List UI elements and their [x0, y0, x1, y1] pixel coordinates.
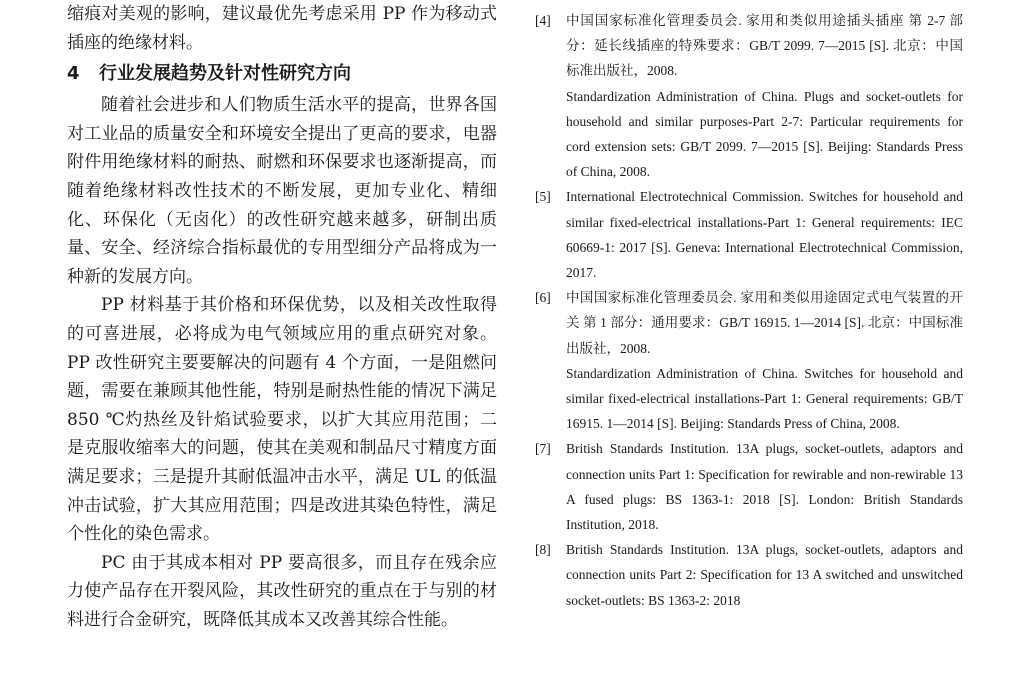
reference-english: Standardization Administration of China. Switches for household and similar fixed-electrical installations-Part 1: General requirements: GB/T 16915. 1—2014 [S]. Beijing: Standards Press of China, 2008. [566, 365, 963, 432]
reference-number: [4] [535, 13, 551, 28]
reference-text: 中国国家标准化管理委员会. 家用和类似用途固定式电气装置的开关 第 1 部分：通用要求：GB/T 16915. 1—2014 [S]. 北京：中国标准出版社，2008. [566, 290, 963, 356]
body-paragraph-1: 随着社会进步和人们物质生活水平的提高，世界各国对工业品的质量安全和环境安全提出了更高的要求，电器附件用绝缘材料的耐热、耐燃和环保要求也逐渐提高，而随着绝缘材料改性技术的不断发展，更加专业化、精细化、环保化（无卤化）的改性研究越来越多，研制出质量、安全、经济综合指标最优的专用型细分产品将成为一种新的发展方向。 [67, 95, 497, 287]
reference-item-7 [535, 436, 963, 537]
reference-number: [5] [535, 189, 551, 205]
body-paragraph-3: PC 由于其成本相对 PP 要高很多，而且存在残余应力使产品存在开裂风险，其改性研究的重点在于与别的材料进行合金研究，既降低其成本又改善其综合性能。 [67, 552, 497, 630]
reference-item-6 [535, 285, 963, 436]
reference-item-4 [535, 8, 963, 184]
reference-item-8 [535, 537, 963, 613]
section-title: 行业发展趋势及针对性研究方向 [99, 63, 351, 85]
reference-text: British Standards Institution. 13A plugs, socket-outlets, adaptors and connection units Part 1: Specification for rewirable and non-rewirable 13 A fused plugs: BS 1363-1: 2018 [S]. London: British Standards Institution, 2018. [566, 441, 963, 533]
reference-text: International Electrotechnical Commission. Switches for household and similar fixed-electrical installations-Part 1: General requirements: IEC 60669-1: 2017 [S]. Geneva: International Electrotechnical Commission, 2017. [566, 189, 963, 281]
continued-paragraph: 缩痕对美观的影响，建议最优先考虑采用 PP 作为移动式插座的绝缘材料。 [67, 4, 497, 53]
references-column [535, 8, 963, 613]
reference-english: Standardization Administration of China. Plugs and socket-outlets for household and similar purposes-Part 2-7: Particular requirements for cord extension sets: GB/T 2099. 7—2015 [S]. Beijing: Standards Press of China, 2008. [566, 88, 963, 180]
left-column [67, 0, 497, 634]
reference-item-5 [535, 184, 963, 285]
reference-text: 中国国家标准化管理委员会. 家用和类似用途插头插座 第 2-7 部分：延长线插座的特殊要求：GB/T 2099. 7—2015 [S]. 北京：中国标准出版社，2008. [566, 13, 963, 79]
section-heading [67, 57, 497, 91]
section-number: 4 [67, 63, 80, 85]
reference-number: [8] [535, 542, 551, 558]
reference-number: [7] [535, 441, 551, 457]
reference-text: British Standards Institution. 13A plugs, socket-outlets, adaptors and connection units Part 2: Specification for 13 A switched and unswitched socket-outlets: BS 1363-2: 2018 [566, 542, 963, 608]
reference-number: [6] [535, 290, 551, 306]
body-paragraph-2: PP 材料基于其价格和环保优势，以及相关改性取得的可喜进展，必将成为电气领域应用的重点研究对象。PP 改性研究主要要解决的问题有 4 个方面，一是阻燃问题，需要在兼顾其他性能，特别是耐热性能的情况下满足 850 ℃灼热丝及针焰试验要求，以扩大其应用范围；二是克服收缩率大的问题，使其在美观和制品尺寸精度方面满足要求；三是提升其耐低温冲击水平，满足 UL 的低温冲击试验，扩大其应用范围；四是改进其染色特性，满足个性化的染色需求。 [67, 295, 497, 545]
